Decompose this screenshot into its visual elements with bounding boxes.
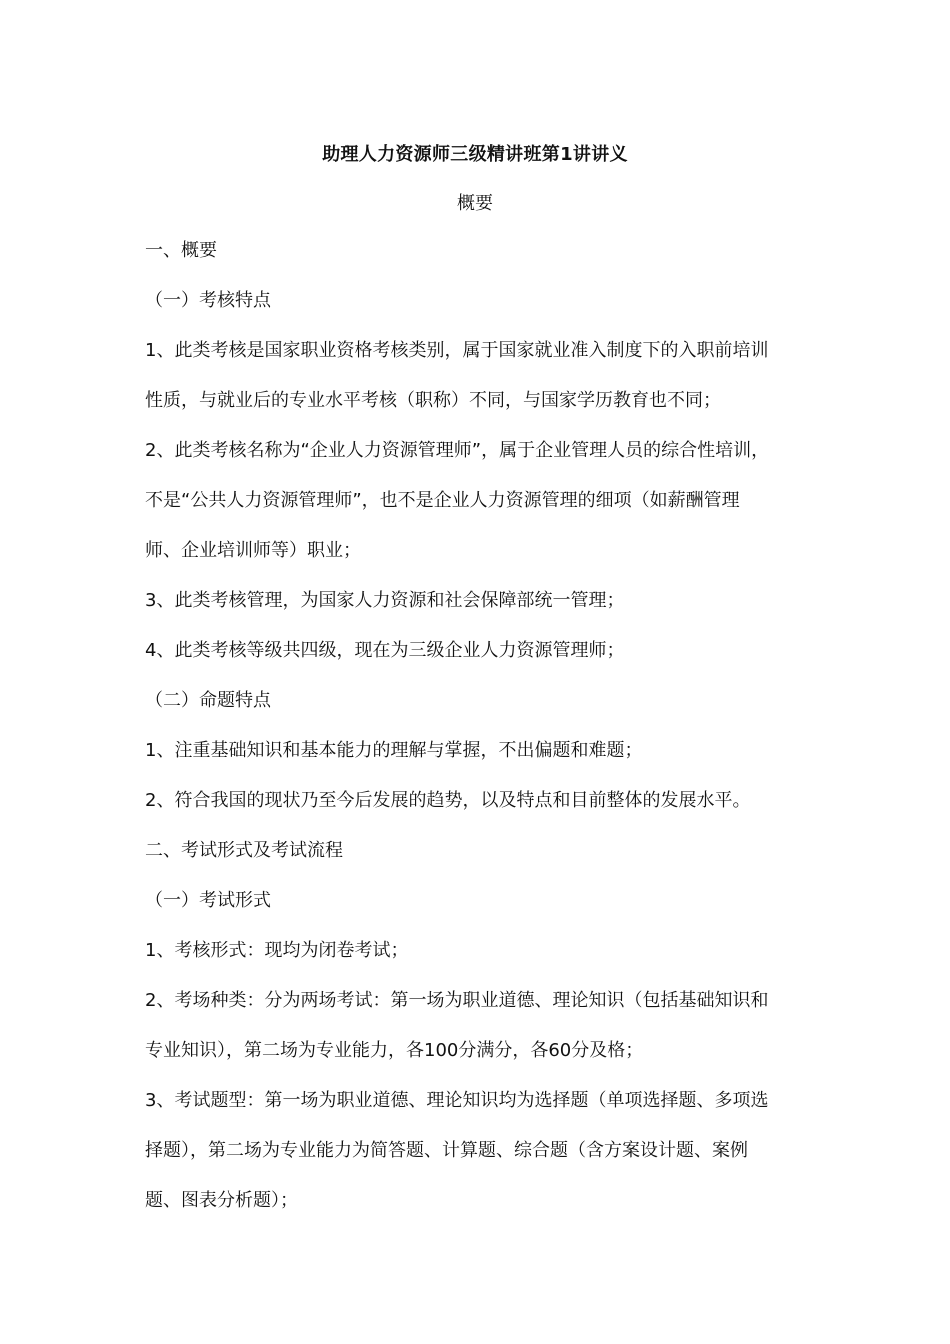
subsection-heading-3: （一）考试形式 xyxy=(145,890,271,911)
paragraph-line: 不是“公共人力资源管理师”，也不是企业人力资源管理的细项（如薪酬管理 xyxy=(145,490,740,511)
paragraph-line: 2、考场种类：分为两场考试：第一场为职业道德、理论知识（包括基础知识和 xyxy=(145,990,769,1011)
document-subtitle: 概要 xyxy=(457,193,493,214)
paragraph-line: 1、注重基础知识和基本能力的理解与掌握，不出偏题和难题； xyxy=(145,740,643,761)
paragraph-line: 4、此类考核等级共四级，现在为三级企业人力资源管理师； xyxy=(145,640,625,661)
paragraph-line: 1、考核形式：现均为闭卷考试； xyxy=(145,940,409,961)
paragraph-line: 专业知识），第二场为专业能力，各100分满分，各60分及格； xyxy=(145,1040,644,1061)
subsection-heading-1: （一）考核特点 xyxy=(145,290,271,311)
paragraph-line: 题、图表分析题）； xyxy=(145,1190,298,1211)
paragraph-line: 性质，与就业后的专业水平考核（职称）不同，与国家学历教育也不同； xyxy=(145,390,721,411)
section-heading-2: 二、考试形式及考试流程 xyxy=(145,840,343,861)
paragraph-line: 3、考试题型：第一场为职业道德、理论知识均为选择题（单项选择题、多项选 xyxy=(145,1090,769,1111)
paragraph-line: 师、企业培训师等）职业； xyxy=(145,540,361,561)
paragraph-line: 择题），第二场为专业能力为简答题、计算题、综合题（含方案设计题、案例 xyxy=(145,1140,748,1161)
paragraph-line: 2、此类考核名称为“企业人力资源管理师”，属于企业管理人员的综合性培训， xyxy=(145,440,770,461)
paragraph-line: 1、此类考核是国家职业资格考核类别，属于国家就业准入制度下的入职前培训 xyxy=(145,340,769,361)
document-title: 助理人力资源师三级精讲班第1讲讲义 xyxy=(322,144,628,165)
section-heading-1: 一、概要 xyxy=(145,240,217,261)
paragraph-line: 2、符合我国的现状乃至今后发展的趋势，以及特点和目前整体的发展水平。 xyxy=(145,790,751,811)
subsection-heading-2: （二）命题特点 xyxy=(145,690,271,711)
paragraph-line: 3、此类考核管理，为国家人力资源和社会保障部统一管理； xyxy=(145,590,625,611)
